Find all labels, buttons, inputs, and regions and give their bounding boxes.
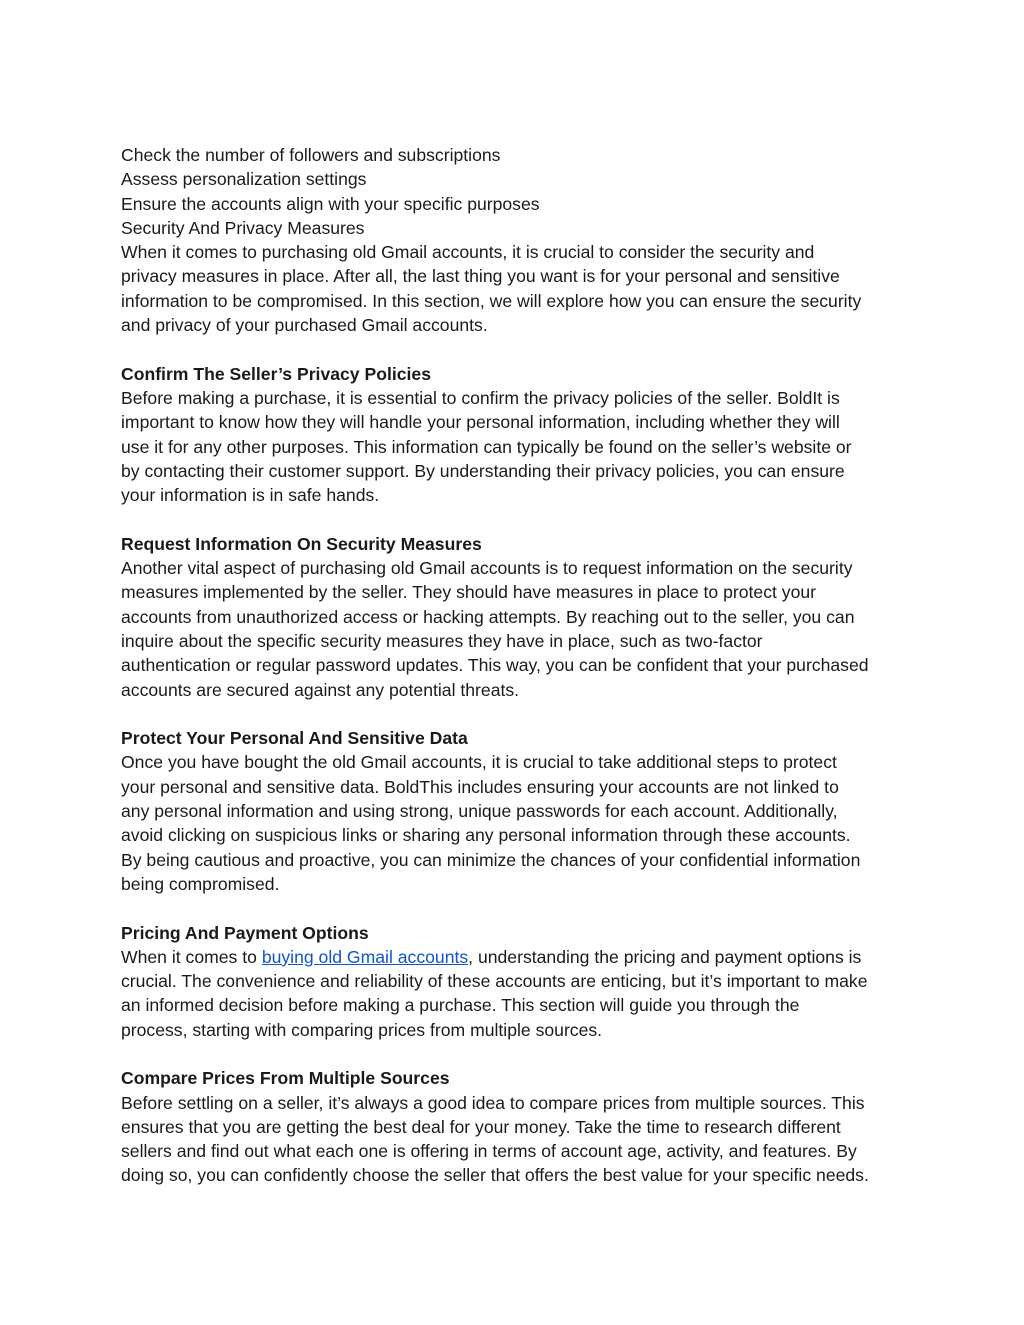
paragraph-line: and privacy of your purchased Gmail accounts. xyxy=(121,315,488,336)
paragraph-line: Before settling on a seller, it’s always a good idea to compare prices from multiple sources. This xyxy=(121,1092,865,1113)
paragraph-line: ensures that you are getting the best deal for your money. Take the time to research different xyxy=(121,1116,841,1137)
paragraph-line: avoid clicking on suspicious links or sharing any personal information through these accounts. xyxy=(121,825,851,846)
paragraph-line: important to know how they will handle your personal information, including whether they will xyxy=(121,412,840,433)
paragraph-line: any personal information and using strong, unique passwords for each account. Additionally, xyxy=(121,801,838,822)
paragraph-line: information to be compromised. In this section, we will explore how you can ensure the security xyxy=(121,290,862,311)
section-pricing-payment xyxy=(121,921,921,1042)
paragraph-line: Another vital aspect of purchasing old Gmail accounts is to request information on the security xyxy=(121,558,853,579)
document-page xyxy=(121,143,921,1188)
paragraph-line: crucial. The convenience and reliability of these accounts are enticing, but it’s important to make xyxy=(121,971,868,992)
intro-list-item: Security And Privacy Measures xyxy=(121,217,365,238)
paragraph-line: accounts are secured against any potential threats. xyxy=(121,679,520,700)
paragraph-line: being compromised. xyxy=(121,873,280,894)
section-privacy-policies xyxy=(121,362,921,508)
paragraph-line: accounts from unauthorized access or hacking attempts. By reaching out to the seller, you can xyxy=(121,606,855,627)
section-protect-data xyxy=(121,726,921,896)
section-heading: Confirm The Seller’s Privacy Policies xyxy=(121,363,431,384)
paragraph-line: authentication or regular password updates. This way, you can be confident that your purchased xyxy=(121,655,869,676)
paragraph-spacer xyxy=(121,896,921,920)
paragraph-line: privacy measures in place. After all, the last thing you want is for your personal and sensitive xyxy=(121,266,840,287)
paragraph-line: sellers and find out what each one is offering in terms of account age, activity, and features. By xyxy=(121,1141,857,1162)
section-compare-prices xyxy=(121,1066,921,1187)
intro-list-item: Check the number of followers and subscriptions xyxy=(121,145,501,165)
paragraph-line-with-link xyxy=(121,945,921,969)
section-heading: Compare Prices From Multiple Sources xyxy=(121,1068,450,1089)
link-suffix-text: , understanding the pricing and payment options is xyxy=(468,946,862,967)
paragraph-line: Once you have bought the old Gmail accounts, it is crucial to take additional steps to protect xyxy=(121,752,837,773)
intro-list xyxy=(121,143,921,240)
paragraph-spacer xyxy=(121,507,921,531)
paragraph-line: measures implemented by the seller. They should have measures in place to protect your xyxy=(121,582,816,603)
paragraph-line: by contacting their customer support. By understanding their privacy policies, you can ensure xyxy=(121,460,845,481)
paragraph-line: use it for any other purposes. This information can typically be found on the seller’s website or xyxy=(121,436,852,457)
paragraph-line: By being cautious and proactive, you can minimize the chances of your confidential information xyxy=(121,849,861,870)
paragraph-line: your personal and sensitive data. BoldThis includes ensuring your accounts are not linked to xyxy=(121,776,839,797)
paragraph-line: Before making a purchase, it is essential to confirm the privacy policies of the seller. BoldIt is xyxy=(121,387,840,408)
intro-list-item: Assess personalization settings xyxy=(121,169,367,190)
paragraph-line: When it comes to purchasing old Gmail accounts, it is crucial to consider the security and xyxy=(121,242,815,263)
paragraph-spacer xyxy=(121,702,921,726)
security-intro-paragraph xyxy=(121,240,921,337)
buying-old-gmail-accounts-link[interactable]: buying old Gmail accounts xyxy=(261,946,469,967)
paragraph-line: an informed decision before making a purchase. This section will guide you through the xyxy=(121,995,800,1016)
paragraph-line: inquire about the specific security measures they have in place, such as two-factor xyxy=(121,630,763,651)
link-prefix-text: When it comes to xyxy=(121,946,262,967)
section-heading: Protect Your Personal And Sensitive Data xyxy=(121,728,468,749)
intro-list-item: Ensure the accounts align with your specific purposes xyxy=(121,193,540,214)
paragraph-line: doing so, you can confidently choose the seller that offers the best value for your specific needs. xyxy=(121,1165,869,1186)
paragraph-line: your information is in safe hands. xyxy=(121,485,380,506)
paragraph-spacer xyxy=(121,337,921,361)
section-security-measures xyxy=(121,532,921,702)
section-heading: Pricing And Payment Options xyxy=(121,922,369,943)
section-heading: Request Information On Security Measures xyxy=(121,533,482,554)
paragraph-spacer xyxy=(121,1042,921,1066)
paragraph-line: process, starting with comparing prices from multiple sources. xyxy=(121,1019,603,1040)
